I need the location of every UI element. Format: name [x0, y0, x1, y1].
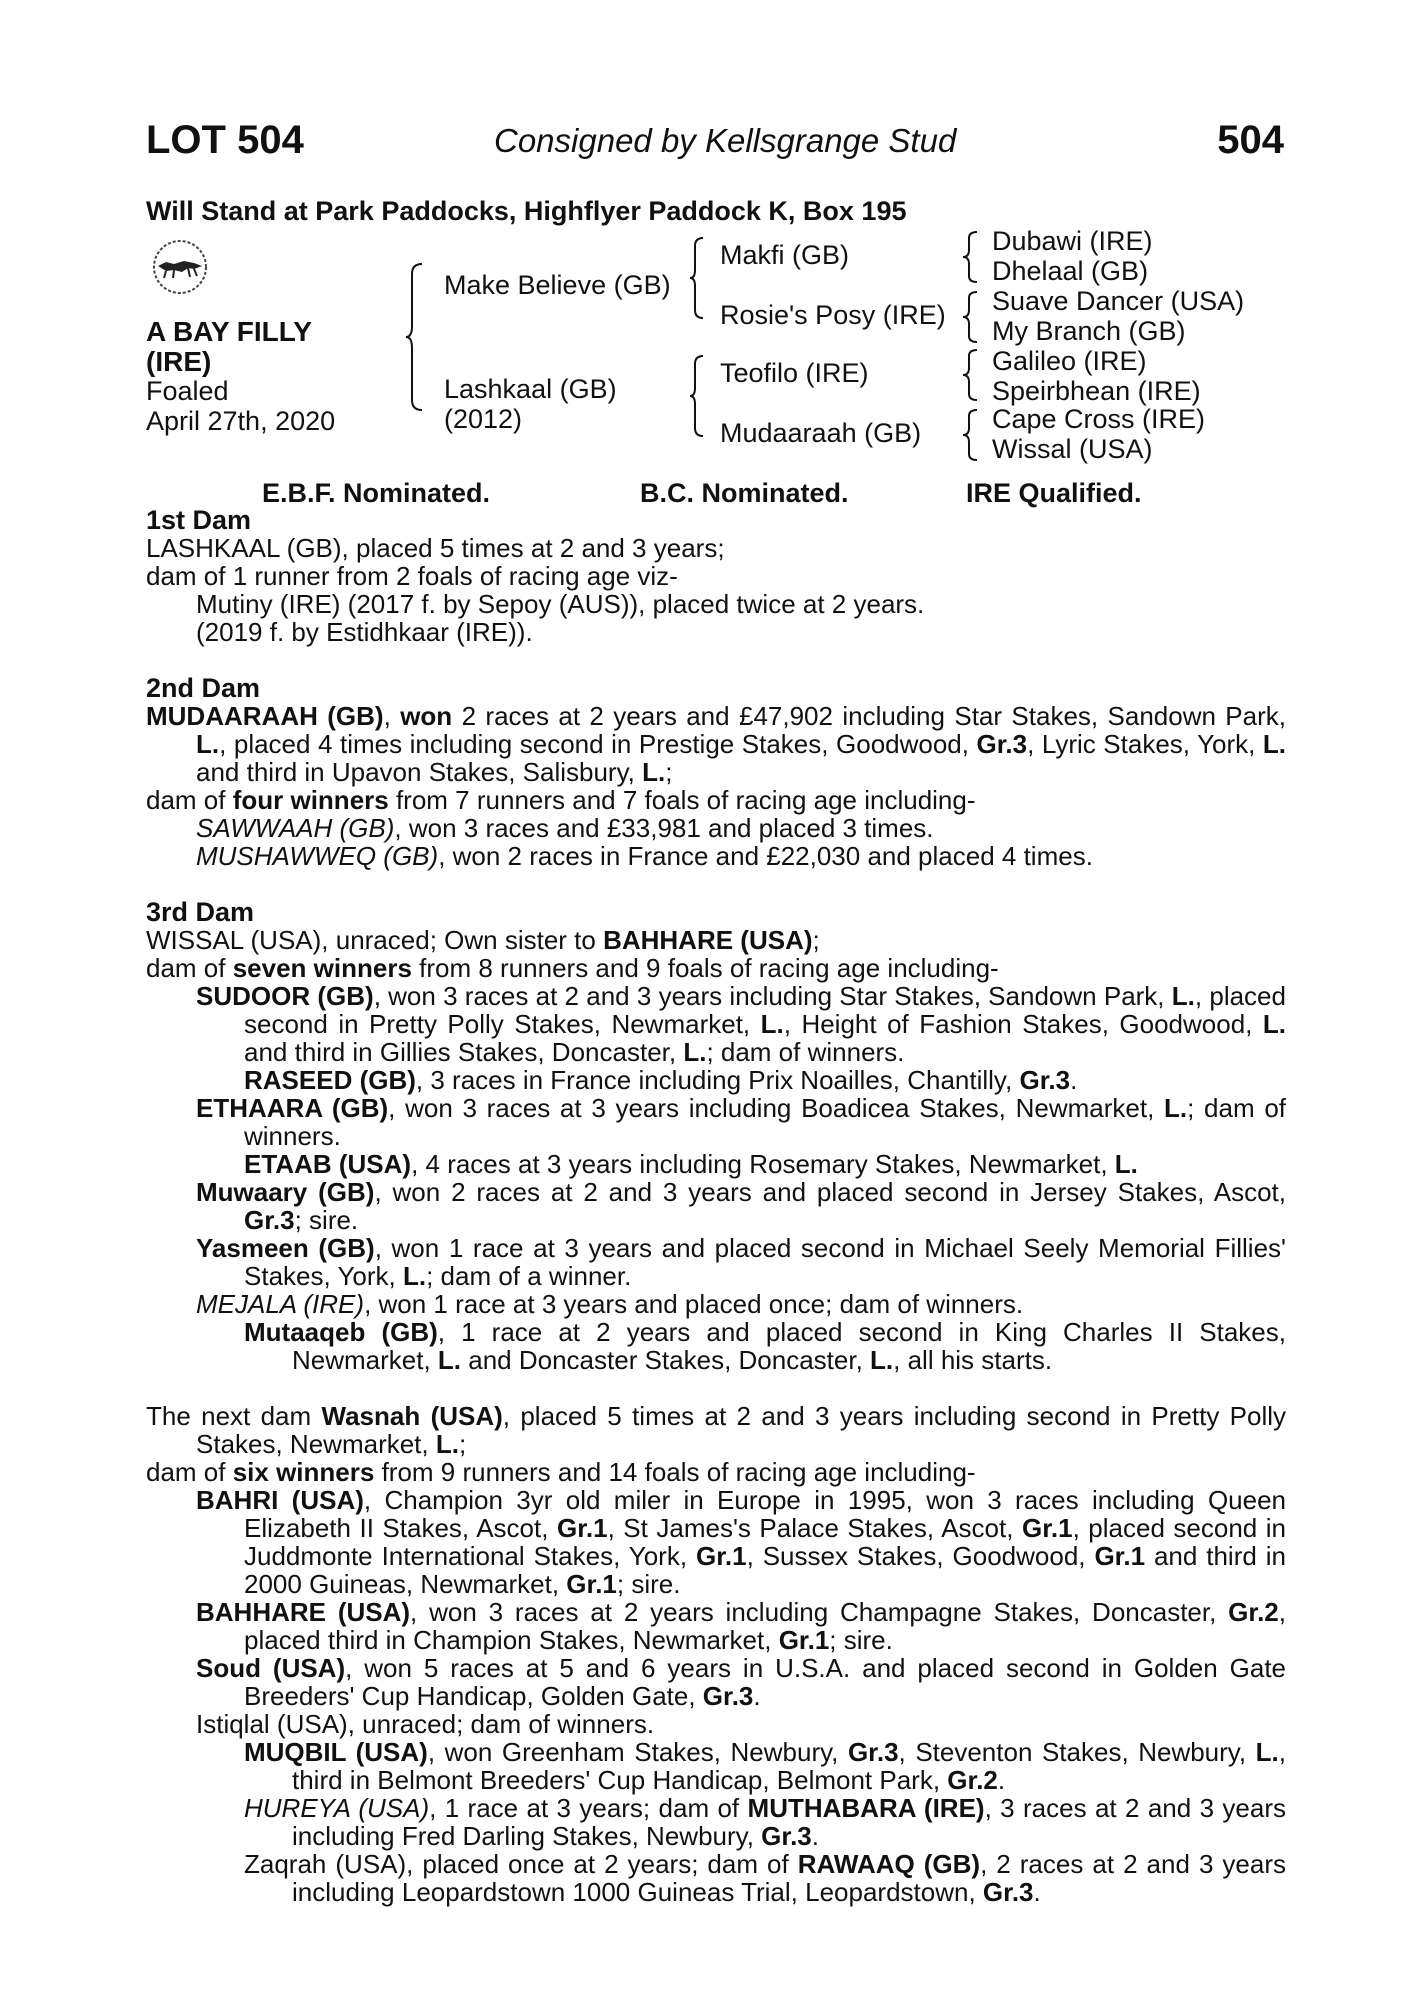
dam-dam: Mudaaraah (GB): [720, 418, 922, 448]
grandsire-4: My Branch (GB): [992, 316, 1186, 346]
dam-sire: Teofilo (IRE): [720, 358, 869, 388]
stud-logo-icon: [144, 236, 216, 298]
grandsire-6: Speirbhean (IRE): [992, 376, 1201, 406]
third-dam-line: WISSAL (USA), unraced; Own sister to BAHHARE (USA);: [146, 925, 820, 955]
foaled-date: April 27th, 2020: [146, 406, 336, 436]
produce-item: Istiqlal (USA), unraced; dam of winners.: [196, 1709, 655, 1739]
produce-item: MEJALA (IRE), won 1 race at 3 years and placed once; dam of winners.: [196, 1289, 1024, 1319]
second-dam-produce-summary: dam of four winners from 7 runners and 7 foals of racing age including-: [146, 785, 976, 815]
pedigree-brace-g4: [960, 408, 980, 462]
grandsire-3: Suave Dancer (USA): [992, 286, 1245, 316]
third-dam-heading: 3rd Dam: [146, 897, 255, 927]
produce-item: Soud (USA), won 5 races at 5 and 6 years in U.S.A. and placed second in Golden Gate Breeders' Cup Handicap, Golden Gate, Gr.3.: [196, 1653, 1287, 1711]
horse-breeding-country: (IRE): [146, 346, 212, 377]
sire: Make Believe (GB): [444, 270, 671, 300]
produce-item: Muwaary (GB), won 2 races at 2 and 3 years and placed second in Jersey Stakes, Ascot, Gr.3; sire.: [196, 1177, 1286, 1235]
foaled-label: Foaled: [146, 376, 229, 406]
produce-item: Mutaaqeb (GB), 1 race at 2 years and placed second in King Charles II Stakes, Newmarket, L. and Doncaster Stakes, Doncaster, L., all his starts.: [244, 1317, 1286, 1375]
next-dam-section: [146, 1402, 1286, 1906]
stand-location: Will Stand at Park Paddocks, Highflyer Paddock K, Box 195: [146, 196, 907, 226]
grandsire-8: Wissal (USA): [992, 434, 1153, 464]
dam-year: (2012): [444, 404, 523, 434]
horse-description: A BAY FILLY: [146, 316, 312, 347]
pedigree-brace-main: [404, 262, 426, 412]
produce-item: Mutiny (IRE) (2017 f. by Sepoy (AUS)), placed twice at 2 years.: [196, 589, 925, 619]
consigner-line: Consigned by Kellsgrange Stud: [494, 122, 957, 159]
second-dam-heading: 2nd Dam: [146, 673, 261, 703]
pedigree-brace-g1: [960, 230, 980, 284]
grandsire-5: Galileo (IRE): [992, 346, 1147, 376]
produce-item: BAHHARE (USA), won 3 races at 2 years including Champagne Stakes, Doncaster, Gr.2, placed third in Champion Stakes, Newmarket, Gr.1; sire.: [196, 1597, 1286, 1655]
ebf-nomination: E.B.F. Nominated.: [262, 478, 491, 508]
next-dam-produce-summary: dam of six winners from 9 runners and 14 foals of racing age including-: [146, 1457, 976, 1487]
produce-item: (2019 f. by Estidhkaar (IRE)).: [196, 617, 533, 647]
first-dam-line: LASHKAAL (GB), placed 5 times at 2 and 3 years;: [146, 533, 725, 563]
pedigree-brace-g2: [960, 290, 980, 344]
produce-item: MUQBIL (USA), won Greenham Stakes, Newbury, Gr.3, Steventon Stakes, Newbury, L., third in Belmont Breeders' Cup Handicap, Belmont Park, Gr.2.: [244, 1737, 1286, 1795]
produce-item: ETAAB (USA), 4 races at 3 years including Rosemary Stakes, Newmarket, L.: [244, 1149, 1138, 1179]
second-dam-section: [146, 674, 1286, 870]
first-dam-section: [146, 506, 1286, 646]
pedigree-brace-g3: [960, 348, 980, 402]
sire-sire: Makfi (GB): [720, 240, 850, 270]
grandsire-7: Cape Cross (IRE): [992, 404, 1206, 434]
produce-item: HUREYA (USA), 1 race at 3 years; dam of MUTHABARA (IRE), 3 races at 2 and 3 years including Fred Darling Stakes, Newbury, Gr.3.: [244, 1793, 1286, 1851]
pedigree-brace-sire: [688, 236, 706, 320]
third-dam-section: [146, 898, 1286, 1374]
grandsire-1: Dubawi (IRE): [992, 226, 1153, 256]
produce-item: ETHAARA (GB), won 3 races at 3 years including Boadicea Stakes, Newmarket, L.; dam of winners.: [196, 1093, 1287, 1151]
third-dam-produce-summary: dam of seven winners from 8 runners and 9 foals of racing age including-: [146, 953, 999, 983]
ire-qualification: IRE Qualified.: [966, 478, 1142, 508]
produce-item: SAWWAAH (GB), won 3 races and £33,981 and placed 3 times.: [196, 813, 934, 843]
lot-number: 504: [1217, 118, 1284, 162]
dam: Lashkaal (GB): [444, 374, 617, 404]
produce-item: RASEED (GB), 3 races in France including Prix Noailles, Chantilly, Gr.3.: [244, 1065, 1078, 1095]
lot-label: LOT 504: [146, 118, 304, 162]
produce-item: MUSHAWWEQ (GB), won 2 races in France and £22,030 and placed 4 times.: [196, 841, 1093, 871]
bc-nomination: B.C. Nominated.: [640, 478, 849, 508]
grandsire-2: Dhelaal (GB): [992, 256, 1149, 286]
produce-item: Zaqrah (USA), placed once at 2 years; dam of RAWAAQ (GB), 2 races at 2 and 3 years including Leopardstown 1000 Guineas Trial, Leopardstown, Gr.3.: [244, 1849, 1286, 1907]
first-dam-heading: 1st Dam: [146, 505, 252, 535]
produce-item: BAHRI (USA), Champion 3yr old miler in Europe in 1995, won 3 races including Queen Elizabeth II Stakes, Ascot, Gr.1, St James's Palace Stakes, Ascot, Gr.1, placed second in Juddmonte International Stakes, York, Gr.1, Sussex Stakes, Goodwood, Gr.1 and third in 2000 Guineas, Newmarket, Gr.1; sire.: [196, 1485, 1287, 1599]
second-dam-record: MUDAARAAH (GB), won 2 races at 2 years and £47,902 including Star Stakes, Sandown Park, L., placed 4 times including second in Prestige Stakes, Goodwood, Gr.3, Lyric Stakes, York, L. and third in Upavon Stakes, Salisbury, L.;: [146, 701, 1286, 787]
next-dam-line: The next dam Wasnah (USA), placed 5 times at 2 and 3 years including second in Pretty Polly Stakes, Newmarket, L.;: [146, 1401, 1286, 1459]
first-dam-produce-summary: dam of 1 runner from 2 foals of racing age viz-: [146, 561, 678, 591]
produce-item: SUDOOR (GB), won 3 races at 2 and 3 years including Star Stakes, Sandown Park, L., placed second in Pretty Polly Stakes, Newmarket, L., Height of Fashion Stakes, Goodwood, L. and third in Gillies Stakes, Doncaster, L.; dam of winners.: [196, 981, 1286, 1067]
sire-dam: Rosie's Posy (IRE): [720, 300, 946, 330]
pedigree-brace-dam: [688, 354, 706, 438]
produce-item: Yasmeen (GB), won 1 race at 3 years and placed second in Michael Seely Memorial Fillies' Stakes, York, L.; dam of a winner.: [196, 1233, 1286, 1291]
